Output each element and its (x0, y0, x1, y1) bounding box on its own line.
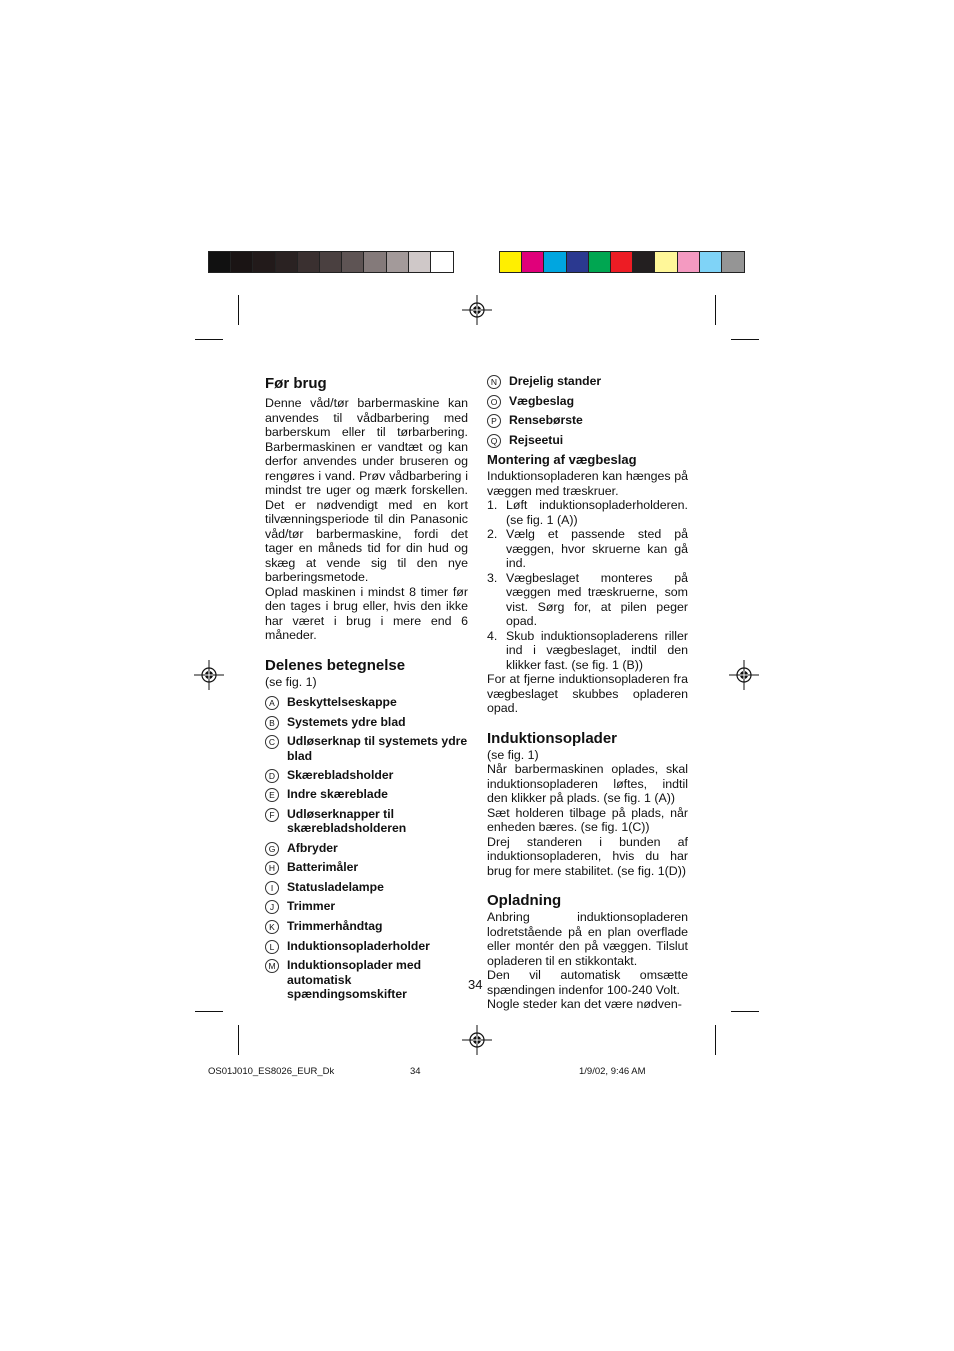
color-swatch (276, 252, 298, 272)
parts-list (265, 695, 468, 1002)
mounting-step (487, 498, 688, 527)
part-item (265, 939, 468, 954)
color-swatch (298, 252, 320, 272)
part-letter: D (265, 769, 279, 783)
part-label: Beskyttelseskappe (287, 695, 397, 709)
charging-text-2: Den vil automatisk omsætte spændingen indenfor 100-240 Volt. (487, 968, 688, 997)
part-letter: A (265, 696, 279, 710)
part-letter: O (487, 395, 501, 409)
part-item (265, 899, 468, 914)
color-swatch (342, 252, 364, 272)
crop-mark (195, 339, 223, 340)
mounting-section (487, 452, 688, 716)
part-label: Statusladelampe (287, 879, 384, 894)
induction-fig-ref: (se fig. 1) (487, 747, 539, 762)
charging-notice-text: Oplad maskinen i mindst 8 timer før den tages i brug eller, hvis den ikke har været i brug i mere end 6 måneder. (265, 584, 468, 642)
color-swatch (253, 252, 275, 272)
crop-mark (731, 339, 759, 340)
part-item (487, 433, 688, 448)
color-swatch (700, 252, 722, 272)
crop-mark (195, 1011, 223, 1012)
color-swatch (611, 252, 633, 272)
color-swatch (522, 252, 544, 272)
footer-file: OS01J010_ES8026_EUR_Dk (208, 1066, 335, 1077)
color-swatch (567, 252, 589, 272)
section-title-charging: Opladning (487, 892, 562, 910)
color-swatch (231, 252, 253, 272)
part-letter: K (265, 920, 279, 934)
part-label: Trimmer (287, 899, 336, 914)
registration-mark-icon (194, 660, 224, 690)
right-column (487, 374, 688, 1012)
part-label: Trimmerhåndtag (287, 918, 383, 933)
color-swatch (589, 252, 611, 272)
charging-section (487, 892, 688, 1012)
part-item (265, 768, 468, 783)
crop-mark (715, 295, 716, 325)
mounting-step (487, 527, 688, 571)
part-letter: C (265, 735, 279, 749)
part-letter: M (265, 959, 279, 973)
part-item (265, 841, 468, 856)
step-text: Vælg et passende sted på væggen, hvor skruerne kan gå ind. (506, 527, 688, 571)
induction-section (487, 730, 688, 879)
part-label: Vægbeslag (509, 393, 575, 408)
part-letter: N (487, 375, 501, 389)
color-swatch (320, 252, 342, 272)
part-item (265, 715, 468, 730)
part-label: Udløserknapper til skærebladsholderen (287, 806, 407, 836)
footer-date: 1/9/02, 9:46 AM (579, 1066, 646, 1077)
part-item (487, 374, 688, 389)
step-text: Løft induktionsopladerholderen. (se fig. 1 (A)) (506, 498, 688, 527)
process-color-bar (499, 251, 745, 273)
part-label: Skærebladsholder (287, 767, 394, 782)
crop-mark (238, 1025, 239, 1055)
parts-section (265, 657, 468, 1002)
step-text: Vægbeslaget monteres på væggen med træskruerne, som vist. Sørg for, at pilen peger opad. (506, 570, 688, 629)
parts-list-continued (487, 374, 688, 448)
charging-text-1: Anbring induktionsopladeren lodretstående på en plan overflade eller montér den på væggen. Tilslut opladeren til en stikkontakt. (487, 910, 688, 968)
color-swatch (544, 252, 566, 272)
part-letter: L (265, 940, 279, 954)
step-text: Skub induktionsopladerens riller ind i vægbeslaget, indtil den klikker fast. (se fig. 1 (B)) (506, 628, 688, 672)
color-swatch (387, 252, 409, 272)
part-label: Batterimåler (287, 860, 359, 875)
crop-mark (731, 1011, 759, 1012)
crop-mark (715, 1025, 716, 1055)
mounting-step (487, 629, 688, 673)
step-number: 3. (487, 570, 498, 585)
crop-mark (238, 295, 239, 325)
color-swatch (722, 252, 744, 272)
mounting-step (487, 571, 688, 629)
part-label: Systemets ydre blad (287, 714, 406, 729)
before-use-text: Denne våd/tør barbermaskine kan anvendes til vådbarbering med barberskum eller til tørbarbering. Barbermaskinen er vandtæt og kan derfor anvendes under bruseren og rengøres i vand. Prøv vådbarbering i mindst tre uger og mærk forskellen. Det er nødvendigt med en kort tilvænningsperiode til din Panasonic våd/tør barbermaskine, fordi det tager en måneds tid for din hud og skæg at vende sig til den nye barberingsmetode. (265, 396, 468, 584)
part-letter: J (265, 900, 279, 914)
part-letter: G (265, 842, 279, 856)
part-letter: I (265, 881, 279, 895)
section-title-mounting: Montering af vægbeslag (487, 452, 637, 468)
induction-text-2: Sæt holderen tilbage på plads, når enheden bæres. (se fig. 1(C)) (487, 805, 688, 835)
part-label: Induktionsopladerholder (287, 938, 430, 953)
color-swatch (364, 252, 386, 272)
part-label: Udløserknap til systemets ydre blad (287, 734, 468, 763)
induction-text-3: Drej standeren i bunden af induktionsopladeren, hvis du har brug for mere stabilitet. (se fig. 1(D)) (487, 834, 688, 878)
part-item (265, 880, 468, 895)
color-swatch (409, 252, 431, 272)
part-item (265, 734, 468, 763)
section-title-parts: Delenes betegnelse (265, 656, 406, 674)
part-letter: P (487, 414, 501, 428)
induction-text-1: Når barbermaskinen oplades, skal induktionsopladeren løftes, indtil den klikker på plads. (se fig. 1 (A)) (487, 762, 688, 806)
step-number: 4. (487, 628, 498, 643)
part-letter: H (265, 861, 279, 875)
parts-fig-ref: (se fig. 1) (265, 674, 317, 689)
part-label: Rensebørste (509, 413, 583, 428)
step-number: 2. (487, 527, 498, 542)
section-title-induction: Induktionsoplader (487, 729, 618, 747)
color-swatch (655, 252, 677, 272)
part-label: Induktionsoplader med automatisk spændingsomskifter (287, 958, 422, 1002)
part-label: Rejseetui (509, 432, 564, 447)
mounting-outro: For at fjerne induktionsopladeren fra vægbeslaget skubbes opladeren opad. (487, 672, 688, 716)
mounting-steps (487, 498, 688, 672)
part-label: Drejelig stander (509, 374, 602, 388)
color-swatch (209, 252, 231, 272)
part-item (265, 787, 468, 802)
part-letter: E (265, 788, 279, 802)
part-item (487, 413, 688, 428)
part-letter: Q (487, 434, 501, 448)
part-label: Afbryder (287, 840, 338, 855)
color-swatch (678, 252, 700, 272)
step-number: 1. (487, 498, 498, 513)
part-item (265, 695, 468, 710)
part-item (265, 860, 468, 875)
part-letter: B (265, 716, 279, 730)
left-column (265, 375, 468, 1006)
part-item (265, 958, 468, 1002)
charging-text-3: Nogle steder kan det være nødven- (487, 997, 682, 1012)
part-item (265, 807, 468, 836)
part-label: Indre skæreblade (287, 787, 388, 802)
part-item (265, 919, 468, 934)
footer-page: 34 (410, 1066, 421, 1077)
part-item (487, 394, 688, 409)
color-swatch (431, 252, 453, 272)
mounting-intro: Induktionsopladeren kan hænges på væggen med træskruer. (487, 469, 688, 498)
registration-mark-icon (462, 1025, 492, 1055)
section-title-before-use: Før brug (265, 375, 327, 392)
grayscale-color-bar (208, 251, 454, 273)
color-swatch (500, 252, 522, 272)
color-swatch (633, 252, 655, 272)
page-number: 34 (468, 977, 483, 992)
registration-mark-icon (462, 295, 492, 325)
registration-mark-icon (729, 660, 759, 690)
part-letter: F (265, 808, 279, 822)
